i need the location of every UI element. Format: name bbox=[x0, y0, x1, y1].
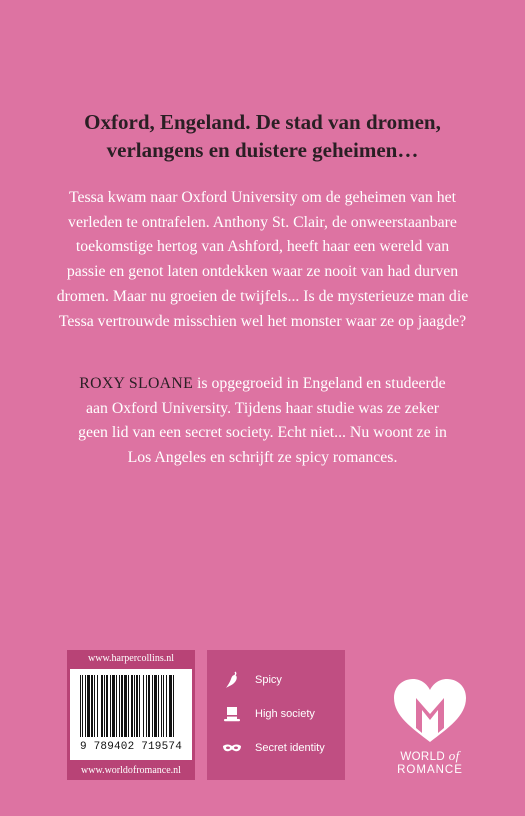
barcode-bar bbox=[169, 675, 172, 737]
tag-label: Spicy bbox=[255, 674, 282, 686]
blurb-line: Tessa kwam naar Oxford University om de geheimen van het bbox=[68, 189, 457, 206]
tag-secret-identity bbox=[221, 738, 325, 758]
barcode-bar bbox=[148, 675, 150, 737]
tags-panel bbox=[207, 650, 345, 780]
barcode-bar bbox=[134, 675, 135, 737]
headline-line: Oxford, Engeland. De stad van dromen, bbox=[84, 110, 441, 134]
bio-line: Los Angeles en schrijft ze spicy romances. bbox=[127, 449, 398, 467]
barcode-bar bbox=[146, 675, 147, 737]
barcode-bar bbox=[139, 675, 140, 737]
tag-spicy bbox=[221, 670, 282, 690]
barcode-bars bbox=[70, 669, 192, 741]
imprint-url: www.worldofromance.nl bbox=[81, 765, 181, 776]
barcode-bar bbox=[131, 675, 133, 737]
barcode-bar bbox=[121, 675, 123, 737]
barcode-bar bbox=[94, 675, 95, 737]
barcode-bar bbox=[80, 675, 81, 737]
logo-word-of: of bbox=[448, 748, 460, 763]
barcode-bar bbox=[128, 675, 129, 737]
world-of-romance-logo bbox=[382, 670, 478, 786]
barcode-bar bbox=[87, 675, 90, 737]
bio-line: aan Oxford University. Tijdens haar studie was ze zeker bbox=[86, 399, 439, 417]
barcode-bar bbox=[152, 675, 153, 737]
barcode-bar bbox=[166, 675, 167, 737]
bio-text: is opgegroeid in Engeland en studeerde bbox=[193, 375, 446, 392]
barcode-bar bbox=[154, 675, 157, 737]
barcode-bar bbox=[85, 675, 86, 737]
logo-text bbox=[382, 748, 478, 764]
barcode-bar bbox=[110, 675, 111, 737]
eye-mask-icon bbox=[221, 738, 243, 758]
barcode-bar bbox=[143, 675, 144, 737]
barcode-bar bbox=[136, 675, 138, 737]
blurb-line: dromen. Maar nu groeien de twijfels... Is de mysterieuze man die bbox=[56, 287, 469, 305]
logo-text: ROMANCE bbox=[397, 764, 463, 776]
barcode-bar bbox=[116, 675, 117, 737]
heart-logo-icon bbox=[382, 670, 478, 746]
blurb-line: Tessa vertrouwde misschien wel het monster waar ze op jaagde? bbox=[58, 312, 467, 330]
bio-line bbox=[20, 372, 505, 397]
barcode-bar bbox=[158, 675, 159, 737]
publisher-url: www.harpercollins.nl bbox=[88, 653, 174, 664]
blurb-line: passie en genot laten ontdekken waar ze nooit van had durven bbox=[66, 263, 459, 281]
barcode-bar bbox=[104, 675, 105, 737]
isbn-number: 9 789402 719574 bbox=[79, 741, 183, 753]
headline-line: verlangens en duistere geheimen… bbox=[106, 138, 419, 162]
barcode-bar bbox=[97, 675, 98, 737]
barcode bbox=[70, 669, 192, 760]
barcode-bar bbox=[163, 675, 164, 737]
author-name: ROXY SLOANE bbox=[79, 375, 194, 392]
blurb bbox=[20, 186, 505, 334]
chili-pepper-icon bbox=[221, 670, 243, 690]
barcode-panel bbox=[67, 650, 195, 780]
bio-line: geen lid van een secret society. Echt niet... Nu woont ze in bbox=[78, 424, 447, 442]
tag-high-society bbox=[221, 704, 315, 724]
tag-label: Secret identity bbox=[255, 742, 325, 754]
barcode-bar bbox=[91, 675, 93, 737]
tag-label: High society bbox=[255, 708, 315, 720]
headline bbox=[0, 108, 525, 164]
barcode-bar bbox=[106, 675, 108, 737]
barcode-bar bbox=[82, 675, 83, 737]
blurb-line: verleden te ontrafelen. Anthony St. Clair, de onweerstaanbare bbox=[68, 213, 457, 231]
logo-word-world: WORLD bbox=[400, 751, 449, 763]
author-bio bbox=[20, 372, 505, 471]
barcode-bar bbox=[173, 675, 174, 737]
barcode-bar bbox=[119, 675, 120, 737]
barcode-bar bbox=[161, 675, 162, 737]
barcode-bar bbox=[124, 675, 127, 737]
top-hat-icon bbox=[221, 704, 243, 724]
blurb-line: toekomstige hertog van Ashford, heeft haar een wereld van bbox=[75, 238, 450, 256]
barcode-bar bbox=[112, 675, 115, 737]
barcode-bar bbox=[101, 675, 103, 737]
